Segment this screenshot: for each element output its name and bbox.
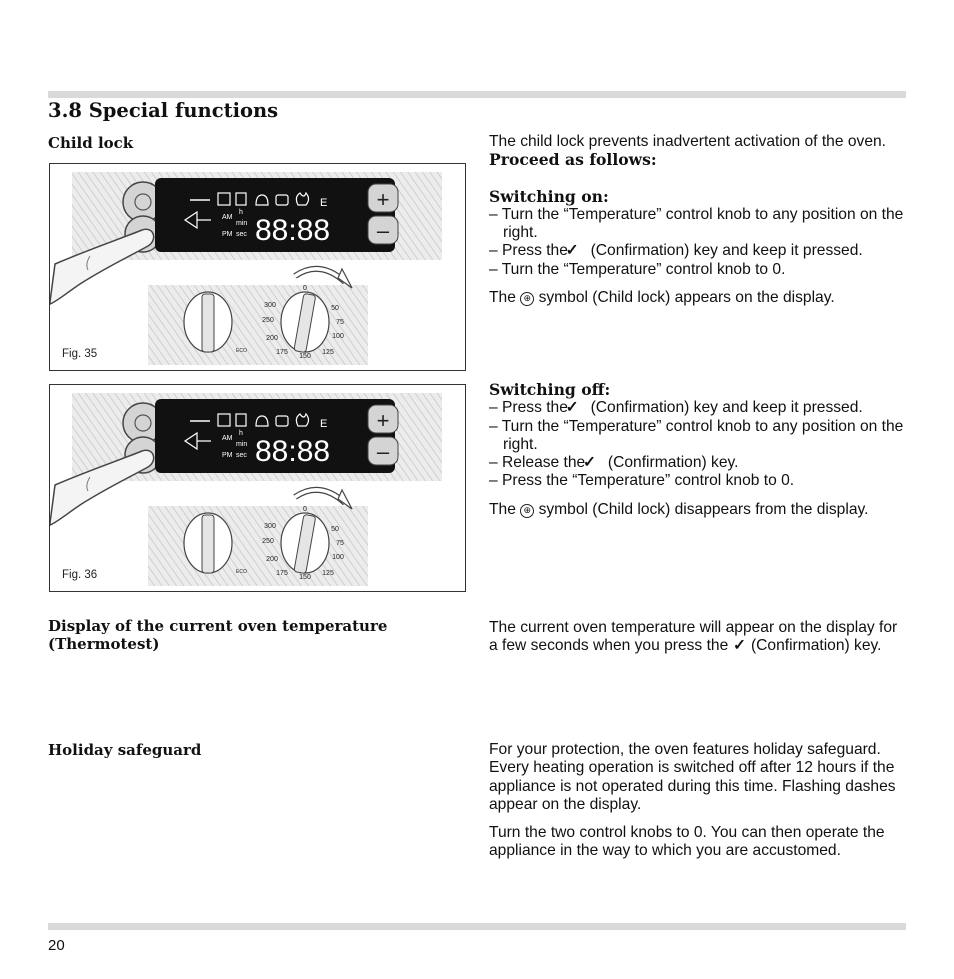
function-knob-grip [202, 294, 214, 352]
check-mark-icon: ✓ [565, 242, 579, 260]
on-note [489, 289, 909, 307]
top-rule [48, 91, 906, 98]
on-note-a: The [489, 289, 516, 307]
bottom-rule [48, 923, 906, 930]
off-step-3 [489, 454, 909, 472]
temp-label: 150 [299, 574, 311, 581]
rotate-arrow-fill [295, 269, 345, 282]
child-lock-heading: Child lock [48, 134, 134, 152]
temp-label: 50 [331, 305, 339, 312]
holiday-paragraph-2: Turn the two control knobs to 0. You can then operate the appliance in the way to which you are accustomed. [489, 824, 885, 860]
thermotest-text [489, 619, 909, 656]
on-step-2 [489, 242, 909, 260]
temp-label: 250 [262, 538, 274, 545]
e-mark: E [320, 197, 328, 209]
temp-label: 300 [264, 523, 276, 530]
figure-36 [49, 384, 466, 592]
temp-label: 150 [299, 353, 311, 360]
temp-label: 250 [262, 317, 274, 324]
on-step-1: – Turn the “Temperature” control knob to any position on the right. [489, 205, 904, 242]
digits-readout: 88:88 [255, 435, 331, 468]
child-lock-icon: ⊕ [520, 504, 534, 518]
temp-label: 0 [303, 506, 307, 513]
plus-label: + [376, 187, 390, 212]
knob-panel [148, 506, 368, 586]
temp-label: 125 [322, 570, 334, 577]
temp-label: 125 [322, 349, 334, 356]
on-note-b: symbol (Child lock) appears on the display. [538, 289, 835, 307]
thermotest-paragraph [489, 619, 909, 656]
thermotest-heading: Display of the current oven temperature (Thermotest) [48, 617, 388, 653]
holiday-text [489, 741, 909, 861]
temp-label: 100 [332, 333, 344, 340]
minus-label: – [376, 218, 390, 243]
figure-label: Fig. 35 [62, 348, 98, 360]
e-mark: E [320, 418, 328, 430]
holiday-paragraph-1: For your protection, the oven features holiday safeguard. Every heating operation is switched off after 12 hours if the appliance is not operated during this time. Flashing dashes appear on the display. [489, 741, 896, 813]
thermotest-text-a: The current oven temperature will appear on the display for a few seconds when you press the [489, 619, 898, 655]
pm-label: PM [222, 452, 233, 459]
figure-label: Fig. 36 [62, 569, 98, 581]
on-step-2-prefix: – Press the [489, 242, 568, 260]
switching-off-text [489, 381, 909, 519]
off-step-2: – Turn the “Temperature” control knob to any position on the right. [489, 417, 904, 453]
sec-label: sec [236, 452, 247, 459]
temp-label: 200 [266, 335, 278, 342]
knob-panel [148, 285, 368, 365]
off-step-3-prefix: – Release the [489, 454, 586, 472]
off-step-1 [489, 399, 909, 417]
holiday-heading: Holiday safeguard [48, 741, 202, 759]
check-mark-icon: ✓ [565, 399, 579, 417]
temp-label: 100 [332, 554, 344, 561]
temp-label: 175 [276, 570, 288, 577]
temp-label: 0 [303, 285, 307, 292]
off-step-3-text: (Confirmation) key. [607, 454, 739, 472]
minus-label: – [376, 439, 390, 464]
off-note-b: symbol (Child lock) disappears from the display. [538, 500, 869, 518]
thermotest-text-b: (Confirmation) key. [750, 637, 882, 655]
plus-label: + [376, 408, 390, 433]
switching-on-heading: Switching on: [489, 186, 609, 206]
function-knob-grip [202, 515, 214, 573]
check-mark-icon: ✓ [583, 454, 597, 472]
h-label: h [239, 209, 243, 216]
page-number: 20 [48, 937, 65, 954]
off-step-4: – Press the “Temperature” control knob to 0. [489, 472, 795, 490]
proceed-heading: Proceed as follows: [489, 150, 657, 170]
temp-label: 200 [266, 556, 278, 563]
temp-label: 75 [336, 540, 344, 547]
temp-label: 50 [331, 526, 339, 533]
am-label: AM [222, 214, 233, 221]
child-lock-icon: ⊕ [520, 292, 534, 306]
rotate-arrow-fill [295, 490, 345, 503]
min-label: min [236, 441, 248, 448]
am-label: AM [222, 435, 233, 442]
off-step-1-prefix: – Press the [489, 399, 568, 417]
check-mark-icon: ✓ [733, 637, 747, 655]
off-note [489, 501, 909, 519]
child-lock-intro: The child lock prevents inadvertent activation of the oven. [489, 133, 887, 150]
page-title: 3.8 Special functions [48, 99, 279, 122]
h-label: h [239, 430, 243, 437]
digits-readout: 88:88 [255, 214, 331, 247]
pm-label: PM [222, 231, 233, 238]
temp-label: 75 [336, 319, 344, 326]
switching-off-heading: Switching off: [489, 380, 611, 399]
off-note-a: The [489, 500, 516, 518]
temp-label: 300 [264, 302, 276, 309]
on-step-3: – Turn the “Temperature” control knob to 0. [489, 260, 786, 278]
eco-label: ECO [236, 348, 247, 354]
on-step-2-text: (Confirmation) key and keep it pressed. [590, 242, 863, 260]
sec-label: sec [236, 231, 247, 238]
off-step-1-text: (Confirmation) key and keep it pressed. [590, 399, 863, 417]
figure-35 [49, 163, 466, 371]
child-lock-text [489, 133, 909, 307]
temp-label: 175 [276, 349, 288, 356]
min-label: min [236, 220, 248, 227]
eco-label: ECO [236, 569, 247, 575]
